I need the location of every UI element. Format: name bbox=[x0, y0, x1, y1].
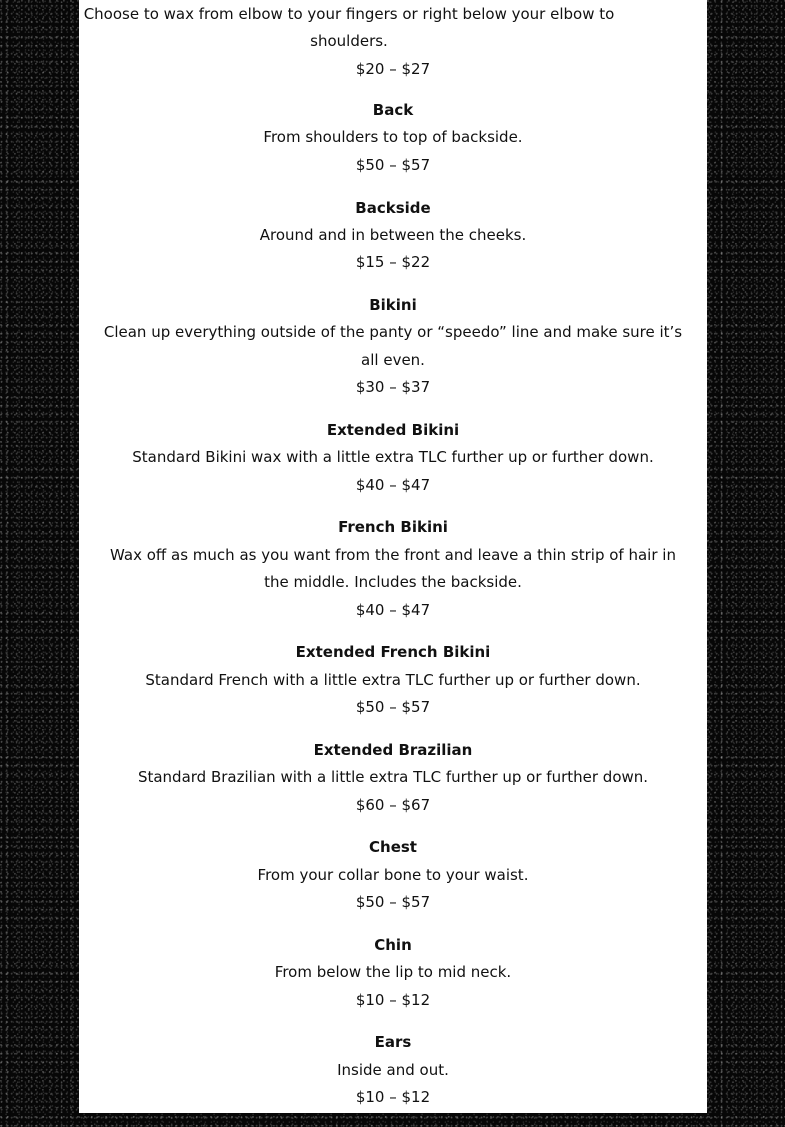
service-item-french-bikini bbox=[79, 514, 707, 624]
service-item-extended-bikini bbox=[79, 417, 707, 499]
service-list bbox=[79, 97, 707, 1127]
service-price-list-panel bbox=[79, 0, 707, 1113]
service-description: From shoulders to top of backside. bbox=[263, 128, 523, 147]
service-name: Backside bbox=[355, 198, 431, 217]
service-description: Clean up everything outside of the panty or “speedo” line and make sure it’s all even. bbox=[103, 323, 683, 369]
service-price: $50 – $57 bbox=[355, 698, 431, 717]
service-description: From below the lip to mid neck. bbox=[274, 963, 512, 982]
service-item-back bbox=[79, 97, 707, 179]
service-description: From your collar bone to your waist. bbox=[257, 865, 529, 884]
service-name: Extended French Bikini bbox=[295, 643, 491, 662]
service-description: Wax off as much as you want from the front and leave a thin strip of hair in the middle. Includes the backside. bbox=[110, 545, 676, 592]
service-description: Standard Brazilian with a little extra TLC further up or further down. bbox=[137, 768, 649, 787]
service-name: Ears bbox=[374, 1033, 412, 1052]
service-item-bikini bbox=[79, 292, 707, 402]
service-item-extended-french-bikini bbox=[79, 639, 707, 721]
service-name: Chin bbox=[374, 935, 412, 954]
service-name: Extended Bikini bbox=[326, 420, 460, 439]
service-name: Back bbox=[372, 101, 414, 119]
service-price: $15 – $22 bbox=[355, 253, 431, 272]
service-description: Around and in between the cheeks. bbox=[259, 225, 527, 244]
service-description: Inside and out. bbox=[337, 1060, 449, 1079]
service-price: $10 – $12 bbox=[355, 990, 431, 1009]
service-name: Bikini bbox=[369, 296, 417, 315]
arm-wax-price: $20 – $27 bbox=[355, 59, 431, 78]
service-price: $50 – $57 bbox=[355, 893, 431, 912]
service-price: $40 – $47 bbox=[355, 475, 431, 494]
service-price: $50 – $57 bbox=[355, 155, 431, 174]
service-item-ears bbox=[79, 1029, 707, 1111]
service-price: $60 – $67 bbox=[355, 795, 431, 814]
service-item-chin bbox=[79, 932, 707, 1014]
service-name: Extended Brazilian bbox=[313, 740, 473, 759]
service-description: Standard Bikini wax with a little extra TLC further up or further down. bbox=[132, 448, 654, 467]
service-description: Standard French with a little extra TLC further up or further down. bbox=[145, 670, 641, 689]
arm-wax-service-continued bbox=[79, 1, 707, 83]
service-name: Chest bbox=[369, 838, 417, 857]
arm-wax-description: Choose to wax from elbow to your fingers or right below your elbow to shoulders. bbox=[83, 5, 615, 51]
service-price: $30 – $37 bbox=[355, 378, 431, 397]
service-item-backside bbox=[79, 195, 707, 277]
service-item-extended-brazilian bbox=[79, 737, 707, 819]
service-name: French Bikini bbox=[338, 518, 448, 537]
service-price: $40 – $47 bbox=[355, 600, 431, 619]
service-item-chest bbox=[79, 834, 707, 916]
service-price: $10 – $12 bbox=[355, 1088, 431, 1107]
